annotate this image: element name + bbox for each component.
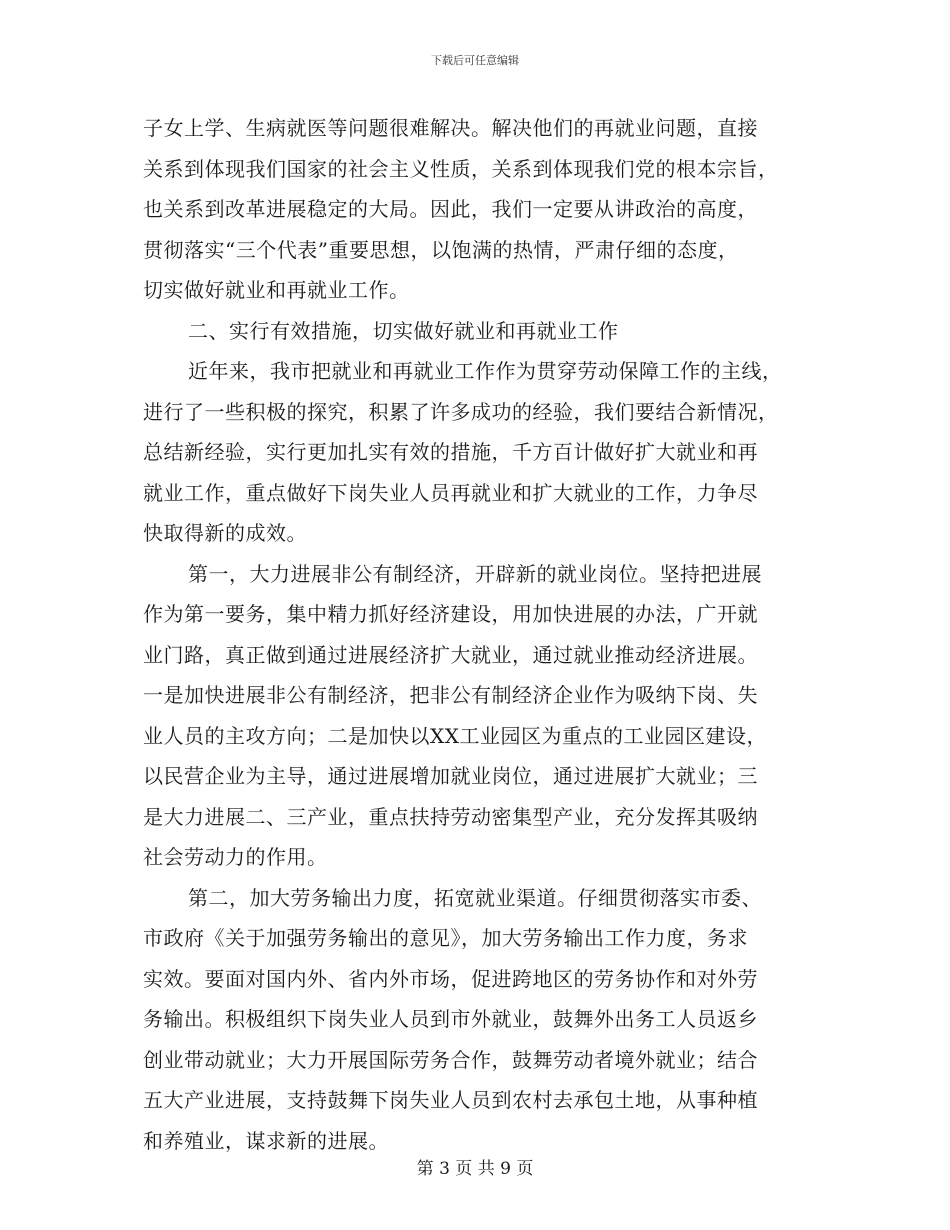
text-line: 实效。要面对国内外、省内外市场，促进跨地区的劳务协作和对外劳 [143,966,758,991]
text-line: 第二，加大劳务输出力度，拓宽就业渠道。仔细贯彻落实市委、 [188,885,762,910]
text-line: 作为第一要务，集中精力抓好经济建设，用加快进展的办法，广开就 [143,602,758,626]
page-header: 下载后可任意编辑 [431,54,519,67]
text-line: 近年来，我市把就业和再就业工作作为贯穿劳动保障工作的主线， [188,359,783,383]
text-line: 第一，大力进展非公有制经济，开辟新的就业岗位。坚持把进展 [188,561,762,586]
text-line: 业人员的主攻方向；二是加快以XX工业园区为重点的工业园区建设， [143,723,767,748]
text-line: 五大产业进展，支持鼓舞下岗失业人员到农村去承包土地，从事种植 [143,1088,758,1112]
text-line: 切实做好就业和再就业工作。 [143,278,410,302]
page-number: 第 3 页 共 9 页 [416,1159,534,1179]
text-line: 市政府《关于加强劳务输出的意见》，加大劳务输出工作力度，务求 [143,926,748,950]
text-line: 务输出。积极组织下岗失业人员到市外就业，鼓舞外出务工人员返乡 [143,1007,758,1031]
text-line: 就业工作，重点做好下岗失业人员再就业和扩大就业的工作，力争尽 [143,480,758,505]
text-line: 和养殖业，谋求新的进展。 [143,1128,389,1153]
text-line: 业门路，真正做到通过进展经济扩大就业，通过就业推动经济进展。 [143,642,758,667]
text-line: 总结新经验，实行更加扎实有效的措施，千方百计做好扩大就业和再 [143,440,758,464]
text-line: 关系到体现我们国家的社会主义性质，关系到体现我们党的根本宗旨， [143,156,779,181]
text-line: 也关系到改革进展稳定的大局。因此，我们一定要从讲政治的高度， [143,197,758,221]
text-line: 子女上学、生病就医等问题很难解决。解决他们的再就业问题，直接 [143,116,758,140]
text-line: 快取得新的成效。 [143,521,307,545]
text-line: 是大力进展二、三产业，重点扶持劳动密集型产业，充分发挥其吸纳 [143,804,758,829]
text-line: 社会劳动力的作用。 [143,845,328,869]
section-heading: 二、实行有效措施，切实做好就业和再就业工作 [188,318,619,343]
document-body [143,108,813,1161]
text-line: 以民营企业为主导，通过进展增加就业岗位，通过进展扩大就业；三 [143,764,758,788]
text-line: 贯彻落实“三个代表”重要思想，以饱满的热情，严肃仔细的态度， [143,237,739,262]
text-line: 一是加快进展非公有制经济，把非公有制经济企业作为吸纳下岗、失 [143,683,758,707]
text-line: 进行了一些积极的探究，积累了许多成功的经验，我们要结合新情况， [143,399,779,424]
text-line: 创业带动就业；大力开展国际劳务合作，鼓舞劳动者境外就业；结合 [143,1047,758,1072]
